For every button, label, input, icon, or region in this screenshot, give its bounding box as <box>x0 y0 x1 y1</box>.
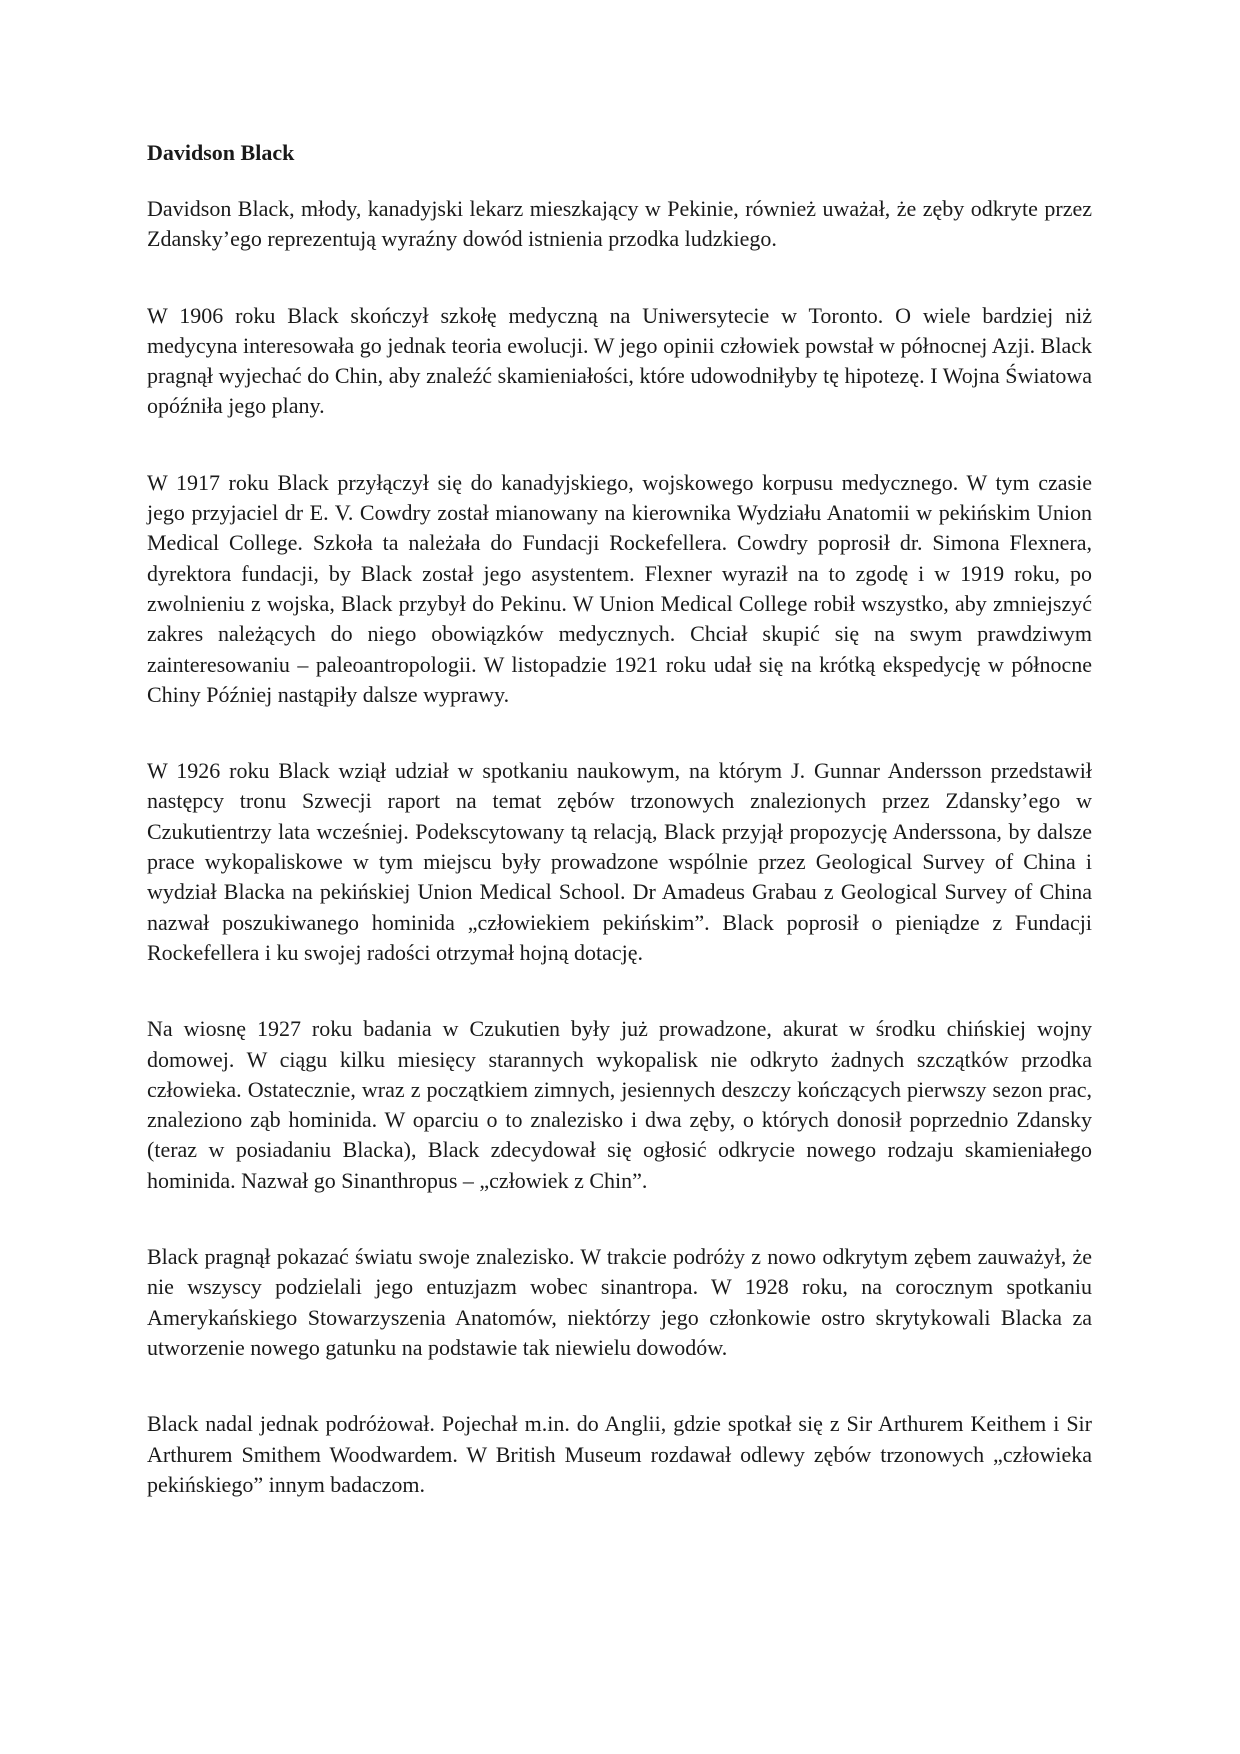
paragraph-1926: W 1926 roku Black wziął udział w spotkaniu naukowym, na którym J. Gunnar Andersson przedstawił następcy tronu Szwecji raport na temat zębów trzonowych znalezionych przez Zdansky’ego w Czukutientrzy lata wcześniej. Podekscytowany tą relacją, Black przyjął propozycję Anderssona, by dalsze prace wykopaliskowe w tym miejscu były prowadzone wspólnie przez Geological Survey of China i wydział Blacka na pekińskiej Union Medical School. Dr Amadeus Grabau z Geological Survey of China nazwał poszukiwanego hominida „człowiekiem pekińskim”. Black poprosił o pieniądze z Fundacji Rockefellera i ku swojej radości otrzymał hojną dotację. <box>147 758 1092 965</box>
document-page <box>147 138 1092 1546</box>
paragraph-1906: W 1906 roku Black skończył szkołę medyczną na Uniwersytecie w Toronto. O wiele bardziej niż medycyna interesowała go jednak teoria ewolucji. W jego opinii człowiek powstał w północnej Azji. Black pragnął wyjechać do Chin, aby znaleźć skamieniałości, które udowodniłyby tę hipotezę. I Wojna Światowa opóźniła jego plany. <box>147 302 1092 419</box>
paragraph-travels: Black nadal jednak podróżował. Pojechał m.in. do Anglii, gdzie spotkał się z Sir Arthurem Keithem i Sir Arthurem Smithem Woodwardem. W British Museum rozdawał odlewy zębów trzonowych „człowieka pekińskiego” innym badaczom. <box>147 1411 1092 1497</box>
document-title: Davidson Black <box>147 140 295 165</box>
paragraph-1927: Na wiosnę 1927 roku badania w Czukutien były już prowadzone, akurat w środku chińskiej wojny domowej. W ciągu kilku miesięcy starannych wykopalisk nie odkryto żadnych szczątków przodka człowieka. Ostatecznie, wraz z początkiem zimnych, jesiennych deszczy kończących pierwszy sezon prac, znaleziono ząb hominida. W oparciu o to znalezisko i dwa zęby, o których donosił poprzednio Zdansky (teraz w posiadaniu Blacka), Black zdecydował się ogłosić odkrycie nowego rodzaju skamieniałego hominida. Nazwał go Sinanthropus – „człowiek z Chin”. <box>147 1016 1092 1193</box>
paragraph-1928: Black pragnął pokazać światu swoje znalezisko. W trakcie podróży z nowo odkrytym zębem zauważył, że nie wszyscy podzielali jego entuzjazm wobec sinantropa. W 1928 roku, na corocznym spotkaniu Amerykańskiego Stowarzyszenia Anatomów, niektórzy jego członkowie ostro skrytykowali Blacka za utworzenie nowego gatunku na podstawie tak niewielu dowodów. <box>147 1244 1092 1360</box>
paragraph-1917: W 1917 roku Black przyłączył się do kanadyjskiego, wojskowego korpusu medycznego. W tym czasie jego przyjaciel dr E. V. Cowdry został mianowany na kierownika Wydziału Anatomii w pekińskim Union Medical College. Szkoła ta należała do Fundacji Rockefellera. Cowdry poprosił dr. Simona Flexnera, dyrektora fundacji, by Black został jego asystentem. Flexner wyraził na to zgodę i w 1919 roku, po zwolnieniu z wojska, Black przybył do Pekinu. W Union Medical College robił wszystko, aby zmniejszyć zakres należących do niego obowiązków medycznych. Chciał skupić się na swym prawdziwym zainteresowaniu – paleoantropologii. W listopadzie 1921 roku udał się na krótką ekspedycję w północne Chiny Później nastąpiły dalsze wyprawy. <box>147 469 1092 707</box>
paragraph-intro: Davidson Black, młody, kanadyjski lekarz mieszkający w Pekinie, również uważał, że zęby odkryte przez Zdansky’ego reprezentują wyraźny dowód istnienia przodka ludzkiego. <box>147 196 1092 252</box>
